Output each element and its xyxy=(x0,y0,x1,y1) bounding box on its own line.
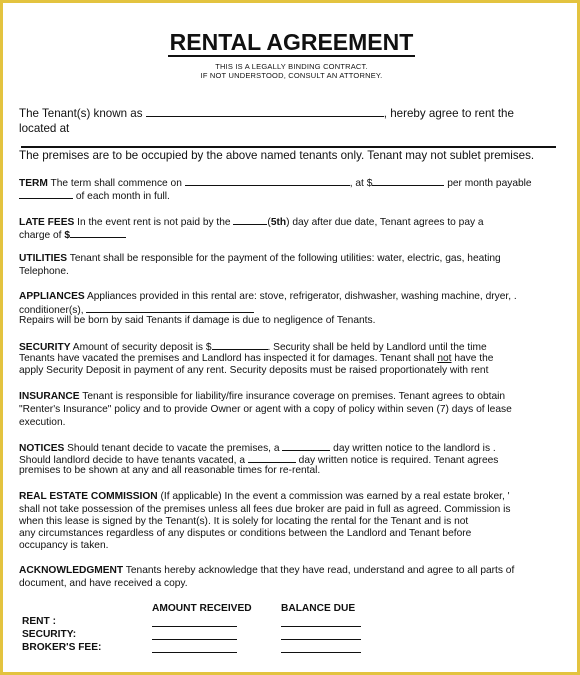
commission-text: (If applicable) In the event a commission was earned by a real estate broker, ' xyxy=(157,491,510,502)
insurance-heading: INSURANCE xyxy=(19,391,80,402)
commission-heading: REAL ESTATE COMMISSION xyxy=(19,491,158,502)
brokers-fee-amount-received-field[interactable] xyxy=(152,652,237,653)
document-title: RENTAL AGREEMENT xyxy=(169,29,414,55)
commission-line-5: occupancy is taken. xyxy=(19,540,109,551)
insurance-text: Tenant is responsible for liability/fire insurance coverage on premises. Tenant agrees to obtain xyxy=(79,391,506,402)
tenant-name-field[interactable] xyxy=(146,107,384,117)
notices-text: Should tenant decide to vacate the premises, a xyxy=(64,443,283,454)
subtitle-binding-contract: THIS IS A LEGALLY BINDING CONTRACT. xyxy=(215,62,368,71)
located-at-label: located at xyxy=(19,122,70,135)
notices-text-line2b: day written notice is required. Tenant agrees xyxy=(295,455,499,466)
late-charge-field[interactable] xyxy=(70,228,126,238)
utilities-clause xyxy=(19,253,564,266)
term-text-line2: of each month in full. xyxy=(75,191,170,202)
term-text: The term shall commence on xyxy=(47,178,185,189)
intro-text: The Tenant(s) known as xyxy=(19,107,143,120)
premises-clause: The premises are to be occupied by the above named tenants only. Tenant may not sublet premises. xyxy=(19,149,535,162)
security-text-line2b: have the xyxy=(451,353,494,364)
late-day-value: 5th xyxy=(270,217,287,228)
appliances-conditioner-text: conditioner(s), xyxy=(19,305,87,316)
term-heading: TERM xyxy=(19,178,48,189)
security-line-3: apply Security Deposit in payment of any rent. Security deposits must be raised proportionately with rent xyxy=(19,365,489,376)
utilities-text: Tenant shall be responsible for the payment of the following utilities: water, electric, gas, heating xyxy=(67,253,501,264)
utilities-line-2: Telephone. xyxy=(19,266,69,277)
commission-line-3: when this lease is signed by the Tenant(s). It is solely for locating the rental for the Tenant and is not xyxy=(19,516,469,527)
notices-text-b: day written notice to the landlord is . xyxy=(330,443,496,454)
intro-text-post: , hereby agree to rent the xyxy=(383,107,514,120)
late-fees-text-c: ) day after due date, Tenant agrees to pay a xyxy=(286,217,484,228)
landlord-notice-days-field[interactable] xyxy=(248,453,296,463)
appliances-heading: APPLIANCES xyxy=(19,291,85,302)
security-deposit-field[interactable] xyxy=(212,340,268,350)
notices-heading: NOTICES xyxy=(19,443,65,454)
utilities-heading: UTILITIES xyxy=(19,253,68,264)
term-start-field[interactable] xyxy=(185,176,350,186)
appliances-clause xyxy=(19,291,564,304)
intro-line xyxy=(19,107,564,121)
rent-balance-due-field[interactable] xyxy=(281,626,361,627)
security-text: Amount of security deposit is $ xyxy=(70,342,212,353)
brokers-fee-balance-due-field[interactable] xyxy=(281,652,361,653)
insurance-line-3: execution. xyxy=(19,417,66,428)
security-amount-received-field[interactable] xyxy=(152,639,237,640)
notices-line-3: premises to be shown at any and all reasonable times for re-rental. xyxy=(19,465,321,476)
late-fees-line-2 xyxy=(19,228,564,243)
late-charge-label: charge of xyxy=(19,230,65,241)
appliances-text: Appliances provided in this rental are: stove, refrigerator, dishwasher, washing machine, dryer, . xyxy=(84,291,517,302)
acknowledgment-text: Tenants hereby acknowledge that they have read, understand and agree to all parts of xyxy=(123,565,515,576)
other-appliances-field[interactable] xyxy=(86,303,254,313)
security-not-emphasis: not xyxy=(437,353,452,364)
commission-line-2: shall not take possession of the premises unless all fees due broker are paid in full as agreed. Commission is xyxy=(19,504,511,515)
security-heading: SECURITY xyxy=(19,342,71,353)
rent-row-label: RENT : xyxy=(22,616,56,627)
security-line-2 xyxy=(19,353,564,366)
term-text-c: per month payable xyxy=(444,178,532,189)
commission-clause xyxy=(19,491,564,504)
notices-text-line2: Should landlord decide to have tenants vacated, a xyxy=(19,455,248,466)
address-field[interactable] xyxy=(21,146,556,148)
term-text-b: , at $ xyxy=(349,178,373,189)
monthly-rent-field[interactable] xyxy=(372,176,444,186)
subtitle-consult-attorney: IF NOT UNDERSTOOD, CONSULT AN ATTORNEY. xyxy=(200,71,383,80)
tenant-notice-days-field[interactable] xyxy=(282,441,330,451)
security-text-line2: Tenants have vacated the premises and Landlord has inspected it for damages. Tenant shall xyxy=(19,353,438,364)
appliances-line-3: Repairs will be born by said Tenants if damage is due to negligence of Tenants. xyxy=(19,315,376,326)
acknowledgment-line-2: document, and have received a copy. xyxy=(19,578,188,589)
acknowledgment-heading: ACKNOWLEDGMENT xyxy=(19,565,124,576)
late-fees-heading: LATE FEES xyxy=(19,217,75,228)
amount-received-header: AMOUNT RECEIVED xyxy=(152,603,252,614)
late-fees-text: In the event rent is not paid by the xyxy=(74,217,234,228)
brokers-fee-row-label: BROKER'S FEE: xyxy=(22,642,102,653)
security-row-label: SECURITY: xyxy=(22,629,77,640)
term-line-2 xyxy=(19,189,564,204)
security-text-b: . Security shall be held by Landlord until the time xyxy=(267,342,487,353)
balance-due-header: BALANCE DUE xyxy=(281,603,356,614)
commission-line-4: any circumstances regardless of any disputes or conditions between the Landlord and Tenant before xyxy=(19,528,472,539)
security-balance-due-field[interactable] xyxy=(281,639,361,640)
rent-amount-received-field[interactable] xyxy=(152,626,237,627)
late-charge-dollar: $ xyxy=(64,230,70,241)
payment-day-field[interactable] xyxy=(19,189,73,199)
late-day-field[interactable] xyxy=(233,215,267,225)
acknowledgment-clause xyxy=(19,565,564,578)
late-fees-paren: ( xyxy=(267,217,271,228)
insurance-clause xyxy=(19,391,564,404)
insurance-line-2: "Renter's Insurance" policy and to provide Owner or agent with a copy of policy within seven (7) days of lease xyxy=(19,404,512,415)
